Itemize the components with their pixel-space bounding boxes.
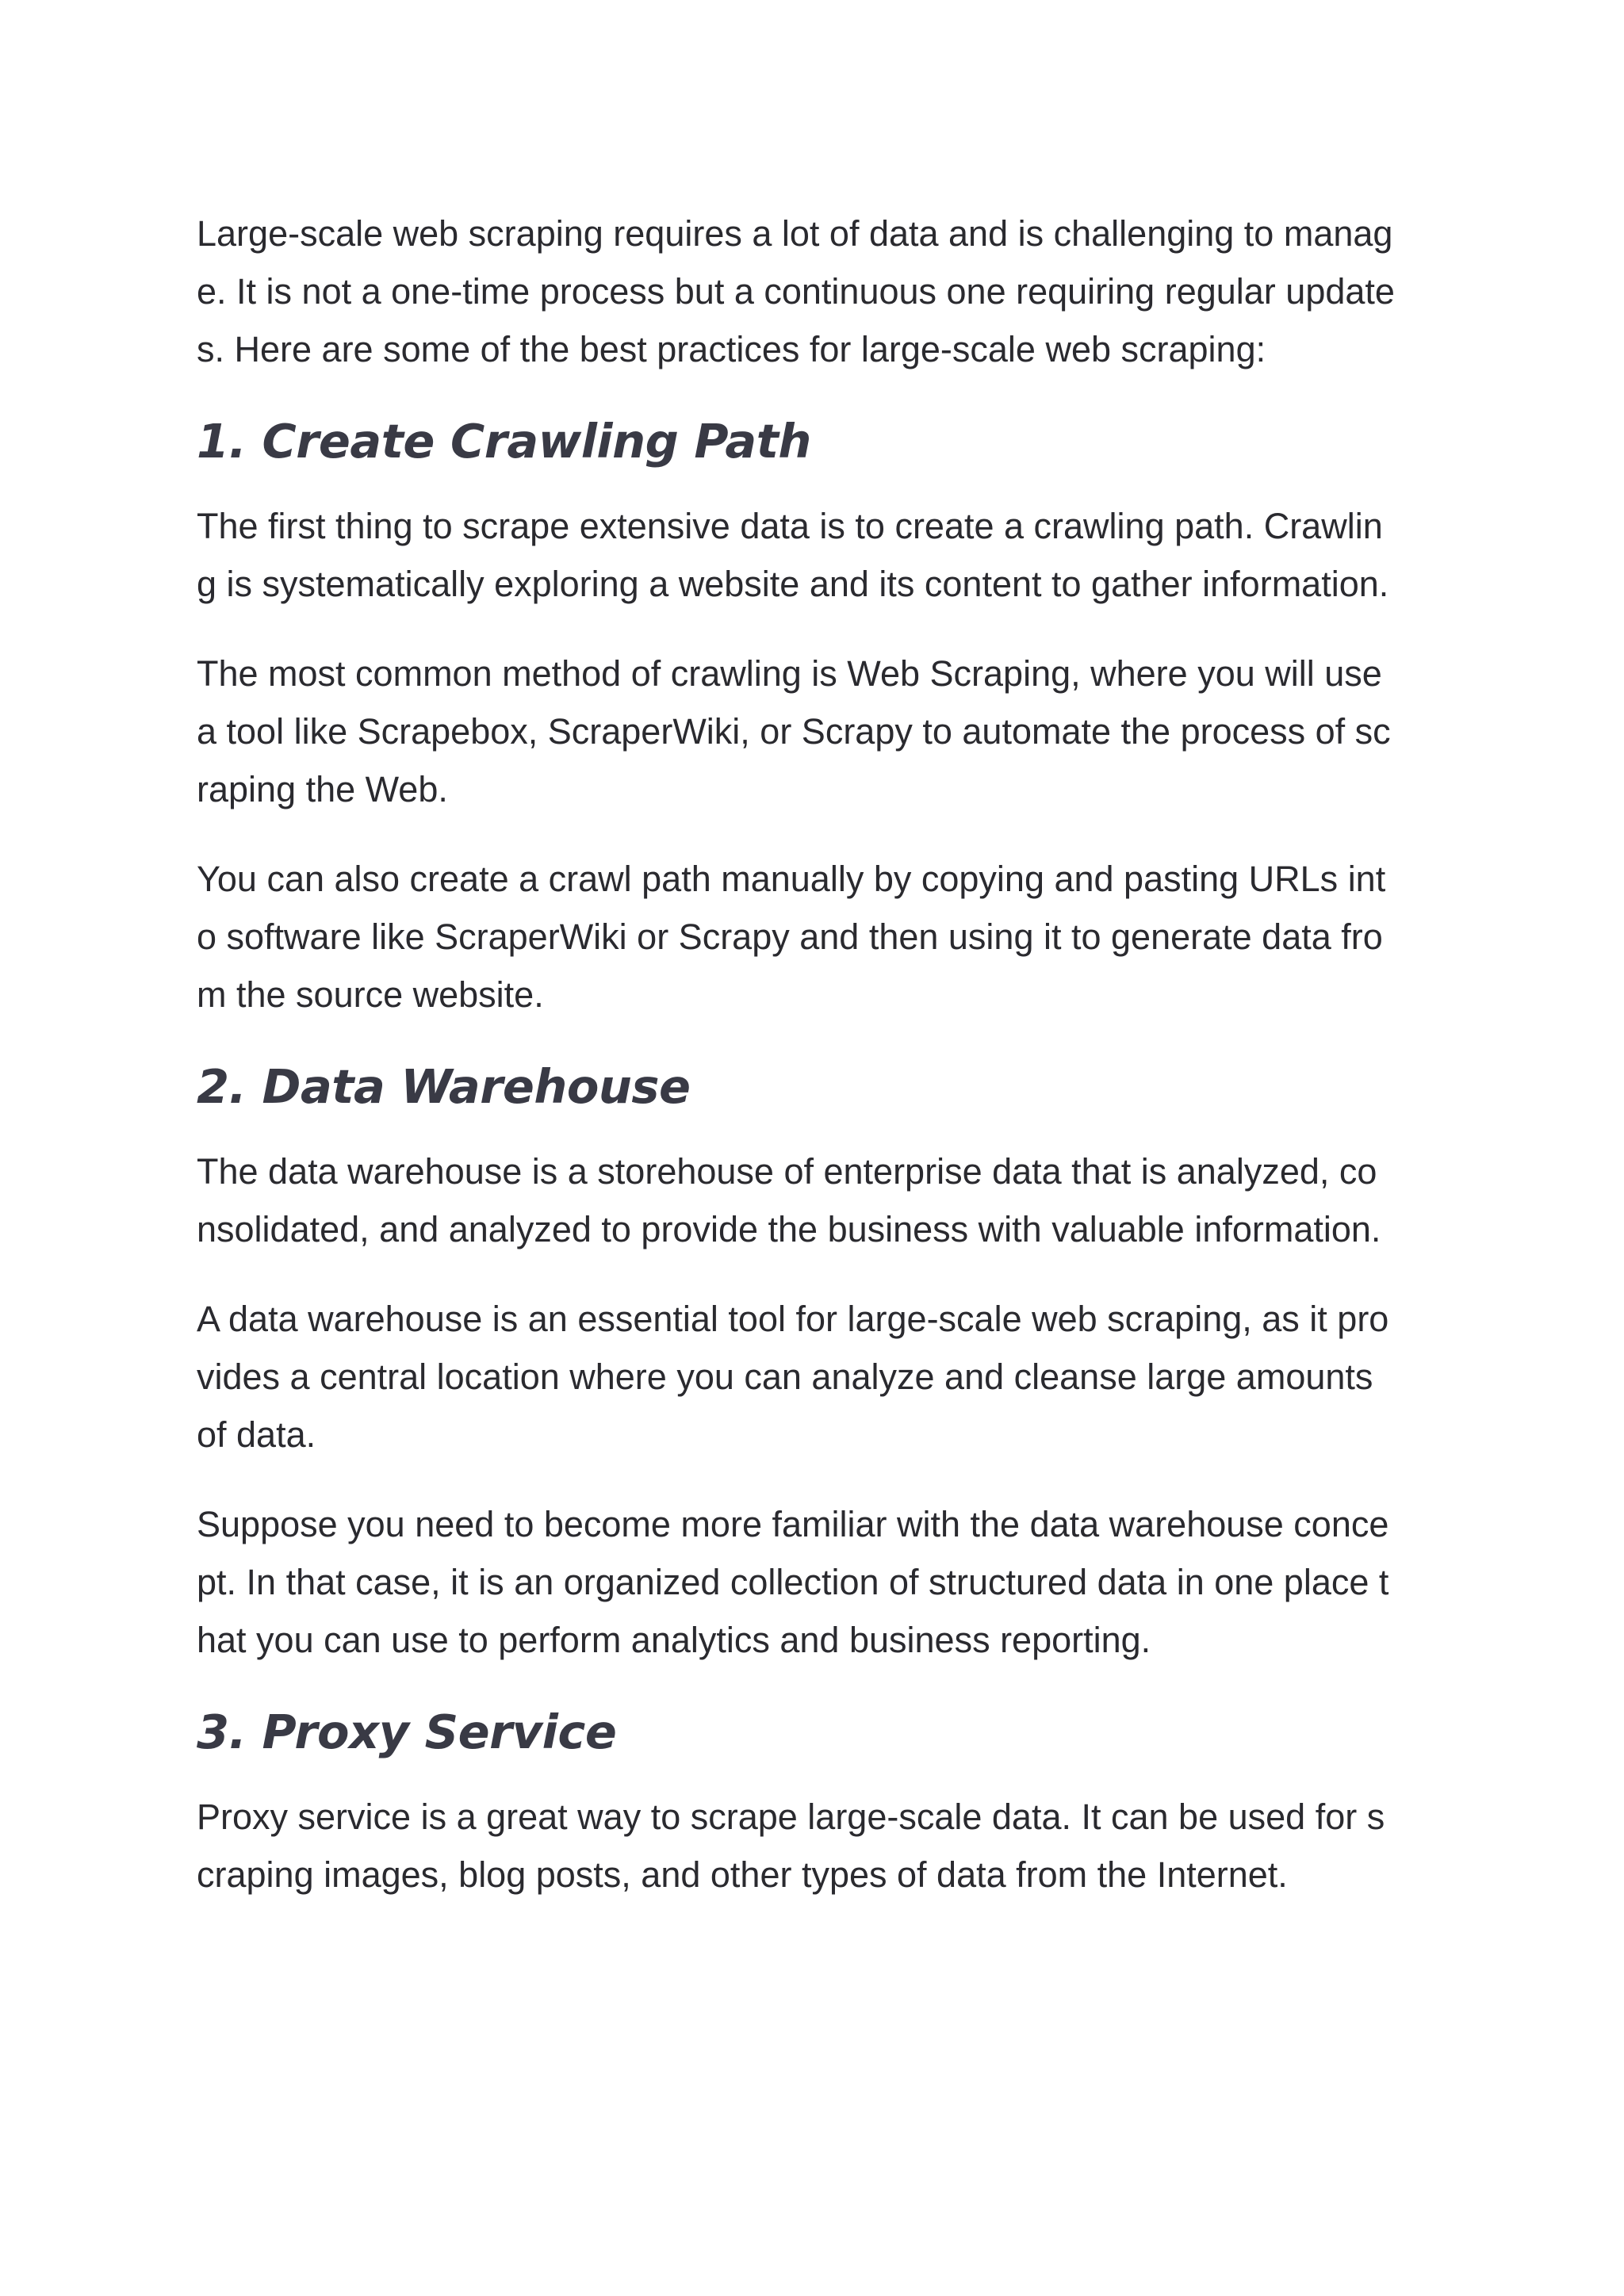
- text-line: o software like ScraperWiki or Scrapy and then using it to generate data fro: [197, 916, 1383, 957]
- document-page: [197, 205, 1434, 1935]
- text-line: s. Here are some of the best practices for large-scale web scraping:: [197, 329, 1266, 369]
- text-line: The first thing to scrape extensive data is to create a crawling path. Crawlin: [197, 506, 1383, 546]
- paragraph: [197, 645, 1434, 818]
- paragraph: [197, 497, 1434, 613]
- section-heading-crawling-path: 1. Create Crawling Path: [197, 414, 811, 469]
- paragraph: [197, 1495, 1434, 1669]
- text-line: raping the Web.: [197, 769, 448, 809]
- text-line: vides a central location where you can analyze and cleanse large amounts: [197, 1357, 1373, 1397]
- intro-paragraph: [197, 205, 1434, 378]
- text-line: craping images, blog posts, and other types of data from the Internet.: [197, 1854, 1288, 1895]
- text-line: You can also create a crawl path manually by copying and pasting URLs int: [197, 859, 1386, 899]
- text-line: hat you can use to perform analytics and business reporting.: [197, 1620, 1151, 1660]
- paragraph: [197, 1290, 1434, 1464]
- text-line: Suppose you need to become more familiar with the data warehouse conce: [197, 1504, 1389, 1544]
- section-heading-proxy-service: 3. Proxy Service: [197, 1705, 617, 1759]
- text-line: e. It is not a one-time process but a continuous one requiring regular update: [197, 271, 1395, 312]
- text-line: The data warehouse is a storehouse of enterprise data that is analyzed, co: [197, 1151, 1377, 1192]
- text-line: of data.: [197, 1414, 316, 1455]
- text-line: m the source website.: [197, 974, 544, 1015]
- text-line: Proxy service is a great way to scrape large-scale data. It can be used for s: [197, 1797, 1385, 1837]
- paragraph: [197, 850, 1434, 1024]
- text-line: nsolidated, and analyzed to provide the business with valuable information.: [197, 1209, 1381, 1249]
- paragraph: [197, 1788, 1434, 1904]
- text-line: Large-scale web scraping requires a lot of data and is challenging to manag: [197, 213, 1393, 254]
- text-line: pt. In that case, it is an organized collection of structured data in one place t: [197, 1562, 1389, 1602]
- text-line: The most common method of crawling is Web Scraping, where you will use: [197, 653, 1382, 694]
- paragraph: [197, 1142, 1434, 1258]
- text-line: g is systematically exploring a website and its content to gather information.: [197, 564, 1389, 604]
- text-line: A data warehouse is an essential tool for large-scale web scraping, as it pro: [197, 1299, 1389, 1339]
- text-line: a tool like Scrapebox, ScraperWiki, or Scrapy to automate the process of sc: [197, 711, 1391, 752]
- section-heading-data-warehouse: 2. Data Warehouse: [197, 1059, 691, 1114]
